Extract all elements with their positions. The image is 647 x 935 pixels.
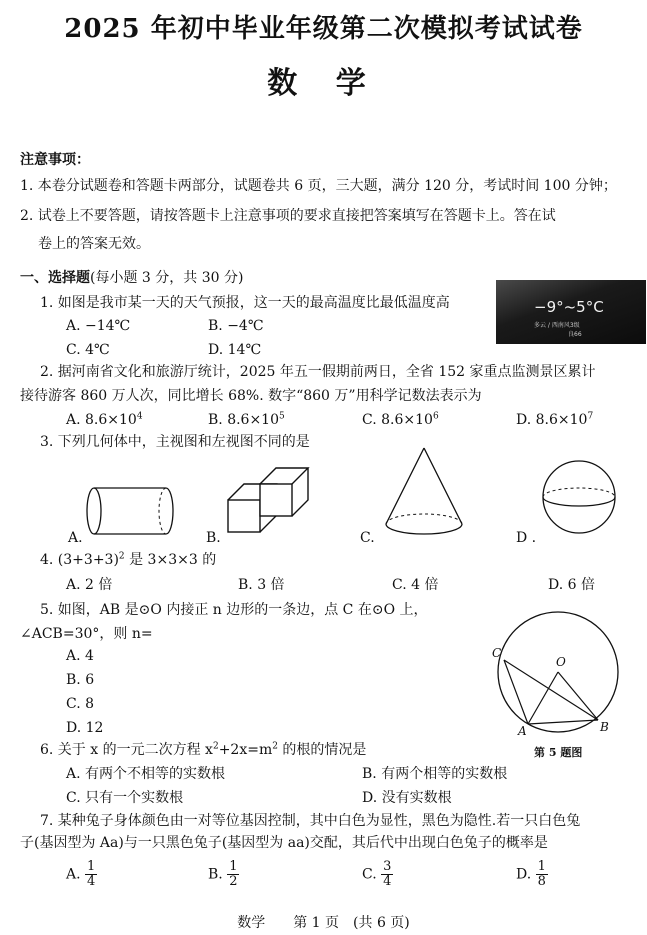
q7-option-c-fraction [381,860,393,889]
q7-option-c-num: 3 [383,859,392,874]
notes-heading: 注意事项： [20,152,90,168]
q2-option-d [516,410,593,430]
q7-option-b-num: 1 [229,859,238,874]
q7-option-b-label: B. [208,866,223,883]
q7-option-a-fraction [85,860,97,889]
q7-option-a [66,860,97,889]
q6-option-b: B. 有两个相等的实数根 [362,766,508,782]
q7-option-b-den: 2 [229,874,238,889]
q7-option-d [516,860,548,889]
q1-option-b: B. −4℃ [208,318,264,334]
section-1-heading [20,268,243,288]
q2-option-a-base: A. 8.6×10 [66,412,137,428]
q2-option-a [66,410,143,430]
q4-stem-tail: 是 3×3×3 的 [124,552,217,568]
q2-option-b-exp: 5 [279,411,285,422]
q1-option-a: A. −14℃ [66,318,131,334]
notes-item-2-line2: 卷上的答案无效。 [38,236,150,252]
q3-option-c: C. [360,530,375,546]
weather-detail: 多云 / 西南风3级 [534,322,580,329]
q5-option-b: B. 6 [66,672,95,688]
q7-option-c [362,860,393,889]
q3-option-d: D . [516,530,537,546]
q4-stem [40,550,216,570]
q7-option-c-label: C. [362,866,377,883]
q1-option-d: D. 14℃ [208,342,262,358]
q7-option-b [208,860,239,889]
q6-option-a: A. 有两个不相等的实数根 [66,766,226,782]
notes-item-1: 1. 本卷分试题卷和答题卡两部分，试题卷共 6 页，三大题，满分 120 分，考试时间 100 分钟； [20,178,617,194]
q1-option-c: C. 4℃ [66,342,110,358]
q4-stem-exp: 2 [118,551,125,562]
fig5-label-b: B [600,720,609,734]
q3-stem: 3. 下列几何体中，主视图和左视图不同的是 [40,434,310,450]
q2-option-c [362,410,439,430]
q6-stem-tail: 的根的情况是 [277,742,367,758]
weather-temperature: −9°~5°C [534,298,604,316]
q5-line1: 5. 如图，AB 是⊙O 内接正 n 边形的一条边，点 C 在⊙O 上， [40,602,428,618]
q6-stem-base: 6. 关于 x 的一元二次方程 x [40,742,213,758]
cylinder-figure [84,480,184,542]
q6-stem-mid: +2x=m [218,742,273,758]
q7-option-d-den: 8 [537,874,546,889]
fig5-caption: 第 5 题图 [534,746,583,759]
q5-option-c: C. 8 [66,696,95,712]
q7-option-a-num: 1 [87,859,96,874]
q7-line1: 7. 某种兔子身体颜色由一对等位基因控制，其中白色为显性，黑色为隐性.若一只白色兔 [40,813,581,829]
q7-option-b-fraction [227,860,239,889]
circle-figure [490,610,630,740]
notes-item-2-line1: 2. 试卷上不要答题，请按答题卡上注意事项的要求直接把答案填写在答题卡上。答在试 [20,208,556,224]
q5-option-d: D. 12 [66,720,104,736]
q7-option-d-label: D. [516,866,532,883]
q2-option-d-base: D. 8.6×10 [516,412,588,428]
weather-badge: 良66 [568,331,582,338]
exam-title: 2025 年初中毕业年级第二次模拟考试试卷 [64,14,583,44]
q6-stem-exp1: 2 [212,741,219,752]
q4-option-b: B. 3 倍 [238,577,285,593]
q3-option-a: A. [68,530,83,546]
q2-option-b [208,410,285,430]
sphere-figure [540,458,620,538]
fig5-label-c: C [492,646,502,660]
q2-option-c-base: C. 8.6×10 [362,412,433,428]
q6-option-c: C. 只有一个实数根 [66,790,184,806]
subject-title: 数 学 [267,66,380,101]
q2-option-d-exp: 7 [587,411,594,422]
q7-option-c-den: 4 [383,874,392,889]
q4-stem-base: 4. (3+3+3) [40,552,119,568]
weather-forecast-image [496,280,646,344]
q7-line2: 子(基因型为 Aa)与一只黑色兔子(基因型为 aa)交配，其后代中出现白色兔子的概率是 [20,835,548,851]
q4-option-c: C. 4 倍 [392,577,439,593]
q6-stem [40,740,366,760]
q2-option-a-exp: 4 [136,411,143,422]
section-1-note: (每小题 3 分，共 30 分) [90,270,244,286]
q4-option-a: A. 2 倍 [66,577,113,593]
q4-option-d: D. 6 倍 [548,577,595,593]
fig5-label-a: A [518,724,527,738]
q7-option-a-den: 4 [87,874,96,889]
q2-option-c-exp: 6 [432,411,439,422]
q6-option-d: D. 没有实数根 [362,790,452,806]
q5-line2: ∠ACB=30°，则 n= [20,626,153,642]
q2-line1: 2. 据河南省文化和旅游厅统计，2025 年五一假期前两日，全省 152 家重点监测景区累计 [40,364,596,380]
q7-option-a-label: A. [66,866,81,883]
q2-option-b-base: B. 8.6×10 [208,412,279,428]
fig5-label-o: O [556,655,566,669]
q2-line2: 接待游客 860 万人次，同比增长 68%. 数字“860 万”用科学记数法表示为 [20,388,482,404]
cone-figure [380,444,470,544]
section-1-title: 一、选择题 [20,270,90,286]
page-footer: 数学 第 1 页 (共 6 页) [237,915,410,931]
q1-stem: 1. 如图是我市某一天的天气预报，这一天的最高温度比最低温度高 [40,295,450,311]
q5-option-a: A. 4 [66,648,94,664]
q7-option-d-num: 1 [537,859,546,874]
cubes-figure [224,458,334,538]
q3-option-b: B. [206,530,221,546]
q7-option-d-fraction [536,860,548,889]
q6-stem-exp2: 2 [272,741,278,752]
